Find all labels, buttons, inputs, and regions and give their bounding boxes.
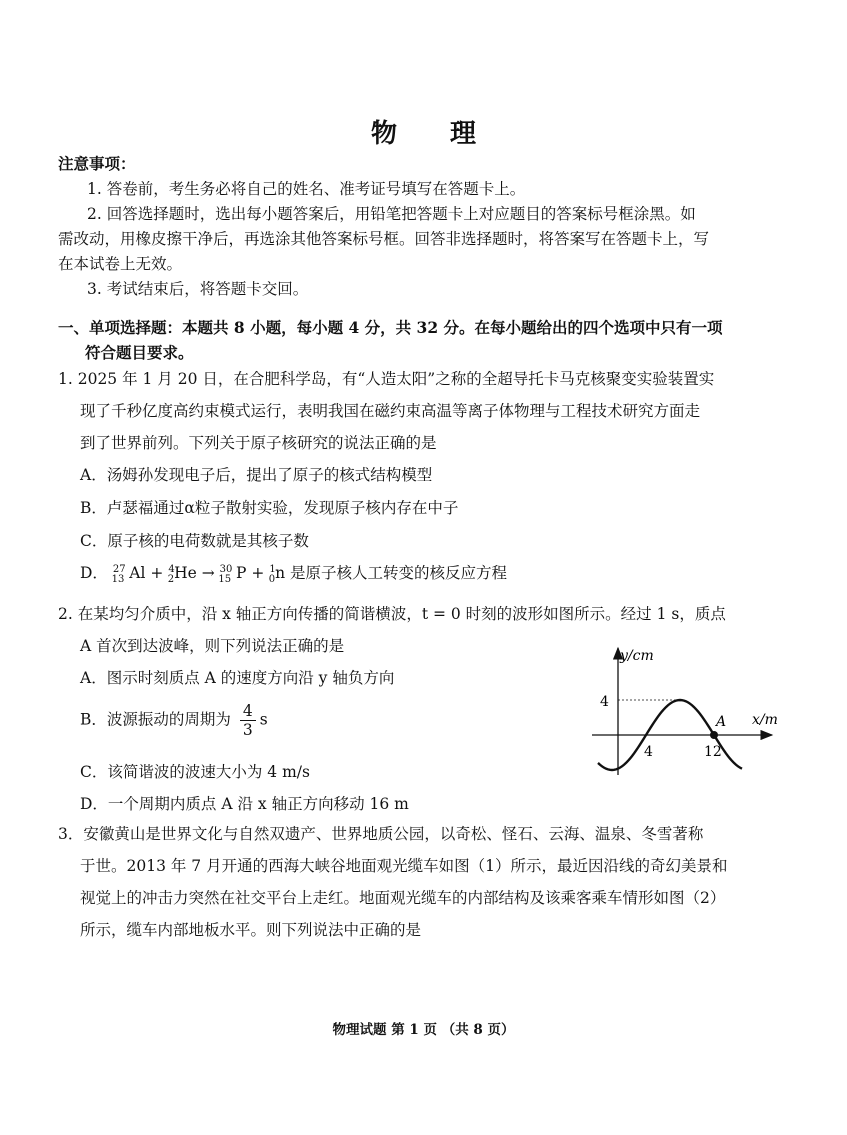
q2-stem: A 首次到达波峰，则下列说法正确的是 bbox=[80, 637, 345, 655]
q2-option-b bbox=[80, 702, 268, 739]
unit: s bbox=[259, 710, 268, 729]
page-footer: 物理试题 第 1 页 （共 8 页） bbox=[332, 1022, 515, 1038]
notice-item: 1. 答卷前，考生务必将自己的姓名、准考证号填写在答题卡上。 bbox=[87, 180, 526, 198]
q1-stem: 到了世界前列。下列关于原子核研究的说法正确的是 bbox=[80, 434, 437, 452]
q2-stem: 2. 在某均匀介质中，沿 x 轴正方向传播的简谐横波，t = 0 时刻的波形如图所示。经过 1 s，质点 bbox=[58, 605, 726, 623]
q1-stem: 1. 2025 年 1 月 20 日，在合肥科学岛，有“人造太阳”之称的全超导托卡马克核聚变实验装置实 bbox=[58, 370, 715, 388]
q2-option-d: D．一个周期内质点 A 沿 x 轴正方向移动 16 m bbox=[80, 795, 409, 813]
point-a bbox=[710, 731, 718, 739]
nuclide-he: $^4_2$He bbox=[167, 563, 197, 586]
q3-stem: 3．安徽黄山是世界文化与自然双遗产、世界地质公园，以奇松、怪石、云海、温泉、冬雪著称 bbox=[58, 825, 704, 843]
q2-option-a: A．图示时刻质点 A 的速度方向沿 y 轴负方向 bbox=[80, 669, 395, 687]
q3-stem: 视觉上的冲击力突然在社交平台上走红。地面观光缆车的内部结构及该乘客乘车情形如图（2） bbox=[80, 889, 726, 907]
option-label: D． bbox=[80, 564, 108, 582]
q1-option-b: B．卢瑟福通过α粒子散射实验，发现原子核内存在中子 bbox=[80, 499, 459, 517]
plus-sign: + bbox=[251, 564, 265, 582]
nuclide-al: $^{27}_{13}$ Al bbox=[111, 563, 146, 586]
wave-graph bbox=[580, 640, 790, 780]
nuclide-n: $^1_0$n bbox=[268, 563, 286, 586]
x-axis-label: x/m bbox=[752, 712, 778, 728]
plus-sign: + bbox=[150, 564, 164, 582]
x-tick-label: 12 bbox=[704, 744, 722, 760]
point-a-label: A bbox=[716, 714, 727, 730]
y-tick-label: 4 bbox=[600, 694, 609, 710]
q1-stem: 现了千秒亿度高约束模式运行，表明我国在磁约束高温等离子体物理与工程技术研究方面走 bbox=[80, 402, 701, 420]
notice-item: 在本试卷上无效。 bbox=[58, 255, 183, 273]
notice-item: 3. 考试结束后，将答题卡交回。 bbox=[87, 280, 309, 298]
arrow-icon: → bbox=[201, 564, 215, 582]
section-heading-cont: 符合题目要求。 bbox=[85, 343, 194, 362]
page-title: 物 理 bbox=[370, 119, 499, 149]
fraction: $\frac{4}{3}$ bbox=[240, 702, 256, 739]
q1-option-c: C．原子核的电荷数就是其核子数 bbox=[80, 532, 309, 550]
q3-stem: 于世。2013 年 7 月开通的西海大峡谷地面观光缆车如图（1）所示，最近因沿线的奇幻美景和 bbox=[80, 857, 728, 875]
option-text: B．波源振动的周期为 bbox=[80, 710, 231, 729]
section-heading: 一、单项选择题：本题共 8 小题，每小题 4 分，共 32 分。在每小题给出的四个选项中只有一项 bbox=[58, 318, 723, 337]
q1-option-a: A．汤姆孙发现电子后，提出了原子的核式结构模型 bbox=[80, 466, 433, 484]
nuclide-p: $^{30}_{15}$ P bbox=[218, 563, 247, 586]
notice-item: 需改动，用橡皮擦干净后，再选涂其他答案标号框。回答非选择题时，将答案写在答题卡上，写 bbox=[58, 230, 710, 248]
notice-heading: 注意事项： bbox=[58, 154, 136, 173]
notice-item: 2. 回答选择题时，选出每小题答案后，用铅笔把答题卡上对应题目的答案标号框涂黑。如 bbox=[87, 205, 696, 223]
y-axis-label: y/cm bbox=[620, 648, 654, 664]
q1-option-d bbox=[80, 561, 507, 585]
q2-option-c: C．该简谐波的波速大小为 4 m/s bbox=[80, 763, 310, 781]
q3-stem: 所示，缆车内部地板水平。则下列说法中正确的是 bbox=[80, 921, 422, 939]
option-text: 是原子核人工转变的核反应方程 bbox=[290, 564, 508, 582]
x-tick-label: 4 bbox=[644, 744, 653, 760]
